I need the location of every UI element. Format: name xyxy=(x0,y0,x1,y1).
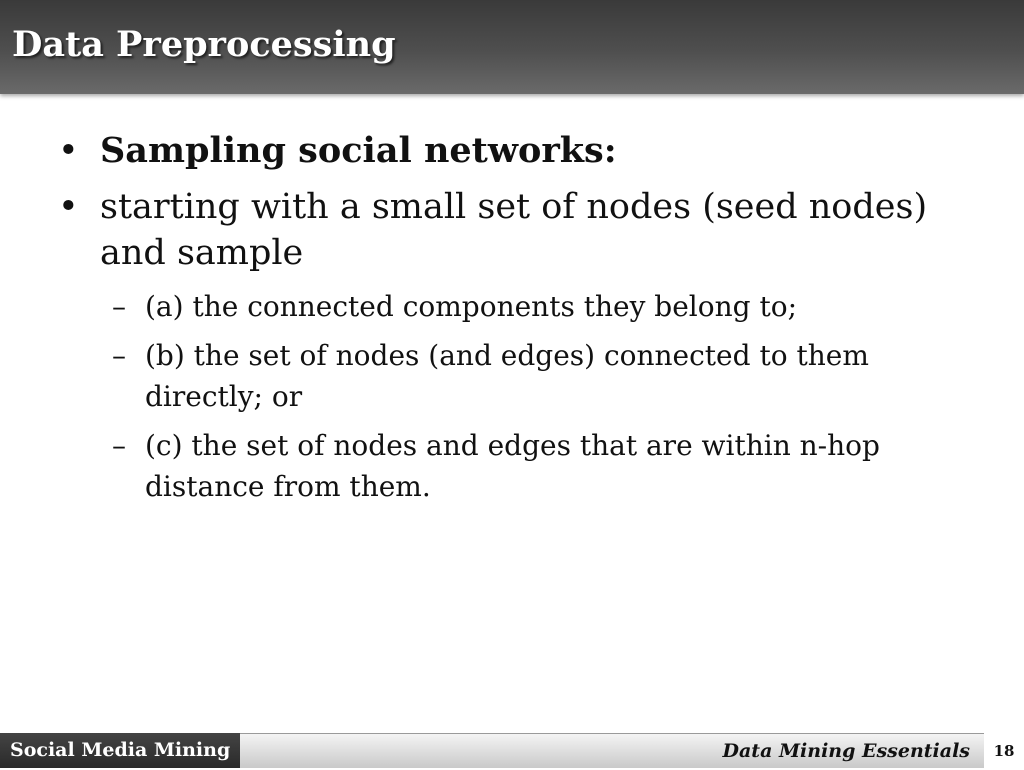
title-bar xyxy=(0,0,1024,94)
sub-bullet-text: (c) the set of nodes and edges that are within n-hop distance from them. xyxy=(145,429,880,503)
footer-course-title: Social Media Mining xyxy=(0,733,240,768)
sub-bullet-mark: – xyxy=(112,429,126,462)
bullet-text: starting with a small set of nodes (seed nodes) and sample xyxy=(100,187,928,273)
slide-content xyxy=(58,128,958,515)
sub-bullet-text: (a) the connected components they belong to; xyxy=(145,290,798,323)
sub-bullet-mark: – xyxy=(112,290,126,323)
bullet-item xyxy=(58,128,958,174)
bullet-text: Sampling social networks: xyxy=(100,130,617,171)
bullet-mark: • xyxy=(58,131,79,171)
bullet-mark: • xyxy=(58,187,79,227)
page-number: 18 xyxy=(993,742,1015,760)
sub-bullet-item xyxy=(112,286,958,327)
sub-bullet-mark: – xyxy=(112,339,126,372)
sub-bullet-text: (b) the set of nodes (and edges) connected to them directly; or xyxy=(145,339,869,413)
sub-bullet-item xyxy=(112,425,958,507)
footer-chapter-bar xyxy=(240,733,984,768)
slide-title: Data Preprocessing xyxy=(12,24,396,65)
footer-chapter-title: Data Mining Essentials xyxy=(722,740,970,762)
bullet-item xyxy=(58,184,958,276)
sub-bullet-item xyxy=(112,335,958,417)
